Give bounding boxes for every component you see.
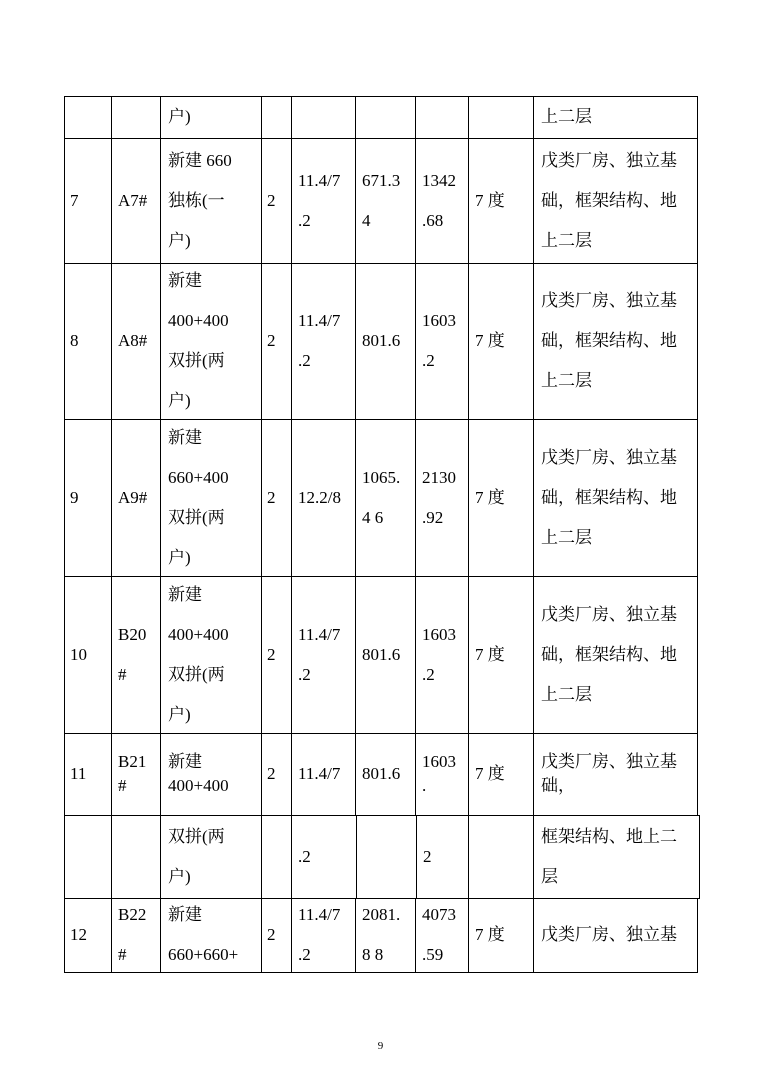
cell-text-line: 础， bbox=[541, 776, 575, 795]
cell-text-line: 12.2/8 bbox=[298, 487, 341, 507]
table-border bbox=[533, 263, 534, 420]
table-border bbox=[533, 733, 534, 816]
table-border bbox=[697, 733, 698, 816]
cell-building bbox=[118, 138, 160, 263]
table-border bbox=[111, 96, 112, 139]
table-border bbox=[64, 263, 65, 420]
cell-type bbox=[168, 898, 261, 972]
table-border bbox=[160, 419, 161, 577]
cell-text-line: 戊类厂房、独立基 bbox=[541, 604, 677, 624]
cell-text-line: 戊类厂房、独立基 bbox=[541, 291, 677, 310]
cell-no bbox=[70, 733, 111, 815]
cell-text: 7 bbox=[70, 190, 79, 210]
cell-text: 7 度 bbox=[475, 331, 505, 350]
cell-floors bbox=[267, 96, 291, 138]
table-border bbox=[468, 576, 469, 734]
cell-text-line: 户) bbox=[168, 866, 191, 886]
cell-text-line: 双拼(两 bbox=[168, 351, 225, 370]
table-border bbox=[261, 138, 262, 264]
table-border bbox=[355, 576, 356, 734]
cell-notes bbox=[541, 263, 697, 419]
table-border bbox=[64, 576, 65, 734]
cell-area2 bbox=[422, 898, 468, 972]
page-number: 9 bbox=[377, 1040, 384, 1052]
table-border bbox=[468, 733, 469, 816]
table-border bbox=[697, 576, 698, 734]
table-border bbox=[468, 898, 469, 973]
cell-text-line: 户) bbox=[168, 547, 191, 567]
cell-area2 bbox=[422, 96, 468, 138]
cell-text-line: 400+400 bbox=[168, 776, 229, 795]
cell-text-line: 框架结构、地上二 bbox=[541, 826, 677, 846]
cell-text-line: 400+400 bbox=[168, 311, 229, 330]
cell-text-line: # bbox=[118, 945, 127, 964]
cell-text-line: 础，框架结构、地 bbox=[541, 644, 677, 664]
cell-text-line: 戊类厂房、独立基 bbox=[541, 925, 677, 944]
table-border bbox=[533, 419, 534, 577]
cell-text-line: .2 bbox=[298, 351, 311, 370]
table-border bbox=[697, 419, 698, 577]
cell-type bbox=[168, 733, 261, 815]
table-border bbox=[160, 815, 161, 899]
cell-text-line: 1603 bbox=[422, 624, 456, 644]
table-border bbox=[468, 138, 469, 264]
cell-area1 bbox=[362, 576, 415, 733]
cell-text-line: 础，框架结构、地 bbox=[541, 190, 677, 210]
cell-area2 bbox=[423, 815, 468, 898]
table-border bbox=[160, 733, 161, 816]
cell-text-line: 400+400 bbox=[168, 624, 229, 644]
table-border bbox=[261, 419, 262, 577]
cell-building bbox=[118, 733, 160, 815]
cell-no bbox=[70, 898, 111, 972]
table-border bbox=[355, 263, 356, 420]
cell-seismic bbox=[475, 576, 533, 733]
cell-floors bbox=[267, 815, 291, 898]
table-border bbox=[291, 815, 292, 899]
cell-text-line: 4073 bbox=[422, 905, 456, 924]
cell-text: 2 bbox=[267, 487, 276, 507]
cell-area1 bbox=[363, 815, 416, 898]
cell-no bbox=[70, 419, 111, 576]
table-border bbox=[468, 815, 469, 899]
cell-type bbox=[168, 263, 261, 419]
cell-area2 bbox=[422, 419, 468, 576]
table-border bbox=[261, 263, 262, 420]
table-border bbox=[291, 263, 292, 420]
cell-text-line: 新建 bbox=[168, 752, 202, 771]
cell-text-line: 户) bbox=[168, 391, 191, 410]
table-border bbox=[533, 815, 534, 899]
cell-text-line: .68 bbox=[422, 210, 444, 230]
cell-text-line: 801.6 bbox=[362, 331, 401, 350]
cell-height bbox=[298, 576, 355, 733]
cell-text-line: 双拼(两 bbox=[168, 507, 225, 527]
table-border bbox=[64, 972, 698, 973]
cell-text-line: 独栋(一 bbox=[168, 190, 225, 210]
cell-text-line: 戊类厂房、独立基 bbox=[541, 150, 677, 170]
table-border bbox=[111, 263, 112, 420]
table-border bbox=[261, 898, 262, 973]
cell-seismic bbox=[475, 898, 533, 972]
cell-text-line: .2 bbox=[298, 210, 311, 230]
cell-floors bbox=[267, 576, 291, 733]
cell-text-line: 4 bbox=[362, 210, 371, 230]
cell-text-line: 新建 bbox=[168, 905, 202, 924]
cell-text-line: 新建 660 bbox=[168, 150, 232, 170]
table-border bbox=[261, 815, 262, 899]
cell-no bbox=[70, 96, 111, 138]
table-border bbox=[64, 138, 65, 264]
cell-type bbox=[168, 815, 261, 898]
cell-text-line: 11.4/7 bbox=[298, 764, 341, 783]
cell-text-line: 础，框架结构、地 bbox=[541, 331, 677, 350]
cell-height bbox=[298, 96, 355, 138]
cell-building bbox=[118, 419, 160, 576]
cell-text-line: # bbox=[118, 776, 127, 795]
cell-text-line: 户) bbox=[168, 107, 191, 126]
table-border bbox=[291, 576, 292, 734]
table-border bbox=[261, 96, 262, 139]
table-border bbox=[160, 263, 161, 420]
cell-text-line: 双拼(两 bbox=[168, 826, 225, 846]
cell-building bbox=[118, 576, 160, 733]
cell-text-line: 2081. bbox=[362, 905, 401, 924]
cell-seismic bbox=[475, 815, 533, 898]
table-border bbox=[697, 898, 698, 973]
table-border bbox=[697, 96, 698, 139]
table-border bbox=[355, 419, 356, 577]
cell-text-line: 上二层 bbox=[541, 684, 592, 704]
cell-height bbox=[298, 733, 355, 815]
table-border bbox=[356, 815, 357, 899]
cell-text-line: 11.4/7 bbox=[298, 170, 341, 190]
table-border bbox=[415, 733, 416, 816]
cell-text: 12 bbox=[70, 925, 87, 944]
table-border bbox=[697, 263, 698, 420]
cell-building bbox=[118, 815, 160, 898]
cell-text: 11 bbox=[70, 764, 87, 783]
cell-text: 2 bbox=[267, 644, 276, 664]
cell-text-line: 新建 bbox=[168, 427, 202, 447]
cell-text: 2 bbox=[267, 190, 276, 210]
cell-height bbox=[298, 138, 355, 263]
cell-floors bbox=[267, 263, 291, 419]
cell-text-line: B22 bbox=[118, 905, 147, 924]
cell-text-line: 1342 bbox=[422, 170, 456, 190]
cell-height bbox=[298, 263, 355, 419]
cell-floors bbox=[267, 898, 291, 972]
table-border bbox=[111, 419, 112, 577]
table-border bbox=[533, 138, 534, 264]
cell-notes bbox=[541, 138, 697, 263]
table-border bbox=[291, 898, 292, 973]
cell-area2 bbox=[422, 263, 468, 419]
cell-text-line: 础，框架结构、地 bbox=[541, 487, 677, 507]
cell-text-line: # bbox=[118, 664, 127, 684]
cell-text-line: 新建 bbox=[168, 584, 202, 604]
table-border bbox=[64, 733, 65, 816]
cell-text-line: 户) bbox=[168, 704, 191, 724]
cell-floors bbox=[267, 419, 291, 576]
cell-text-line: 2 bbox=[423, 846, 432, 866]
table-border bbox=[261, 576, 262, 734]
cell-text-line: 新建 bbox=[168, 271, 202, 290]
cell-no bbox=[70, 576, 111, 733]
cell-text: 7 度 bbox=[475, 190, 505, 210]
table-border bbox=[160, 96, 161, 139]
table-border bbox=[160, 898, 161, 973]
table-border bbox=[111, 138, 112, 264]
cell-text-line: A9# bbox=[118, 487, 148, 507]
cell-text-line: 上二层 bbox=[541, 527, 592, 547]
table-border bbox=[699, 815, 700, 899]
cell-text-line: 戊类厂房、独立基 bbox=[541, 447, 677, 467]
cell-text: 7 度 bbox=[475, 487, 505, 507]
cell-building bbox=[118, 898, 160, 972]
cell-text-line: 2130 bbox=[422, 467, 456, 487]
cell-text-line: 1065. bbox=[362, 467, 401, 487]
table-border bbox=[533, 96, 534, 139]
cell-text-line: 双拼(两 bbox=[168, 664, 225, 684]
cell-text-line: .2 bbox=[422, 664, 435, 684]
cell-text-line: 11.4/7 bbox=[298, 624, 341, 644]
cell-text-line: 1603 bbox=[422, 311, 456, 330]
cell-area1 bbox=[362, 138, 415, 263]
cell-text: 2 bbox=[267, 764, 276, 783]
cell-text-line: 1603 bbox=[422, 752, 456, 771]
cell-text-line: 8 8 bbox=[362, 945, 384, 964]
cell-type bbox=[168, 138, 261, 263]
table-border bbox=[415, 138, 416, 264]
cell-height bbox=[298, 419, 355, 576]
cell-floors bbox=[267, 138, 291, 263]
table-border bbox=[64, 815, 65, 899]
cell-text-line: A8# bbox=[118, 331, 148, 350]
table-border bbox=[415, 419, 416, 577]
cell-notes bbox=[541, 576, 697, 733]
table-border bbox=[533, 898, 534, 973]
table-border bbox=[291, 733, 292, 816]
table-border bbox=[468, 263, 469, 420]
table-border bbox=[64, 419, 65, 577]
cell-text-line: 上二层 bbox=[541, 230, 592, 250]
cell-text: 7 度 bbox=[475, 644, 505, 664]
cell-text-line: .2 bbox=[298, 945, 311, 964]
table-border bbox=[111, 576, 112, 734]
cell-text-line: .2 bbox=[298, 664, 311, 684]
cell-text-line: 660+400 bbox=[168, 467, 229, 487]
table-border bbox=[291, 138, 292, 264]
table-border bbox=[355, 96, 356, 139]
cell-building bbox=[118, 263, 160, 419]
table-border bbox=[355, 733, 356, 816]
cell-area2 bbox=[422, 576, 468, 733]
cell-type bbox=[168, 419, 261, 576]
cell-text-line: .2 bbox=[422, 351, 435, 370]
cell-notes bbox=[541, 733, 697, 815]
cell-text-line: 671.3 bbox=[362, 170, 401, 190]
cell-text-line: .92 bbox=[422, 507, 444, 527]
table-border bbox=[415, 576, 416, 734]
cell-text-line: A7# bbox=[118, 190, 148, 210]
cell-text: 9 bbox=[70, 487, 79, 507]
table-border bbox=[355, 138, 356, 264]
cell-text: 10 bbox=[70, 644, 87, 664]
table-border bbox=[355, 898, 356, 973]
cell-text-line: 11.4/7 bbox=[298, 905, 341, 924]
table-border bbox=[291, 96, 292, 139]
cell-text-line: B21 bbox=[118, 752, 147, 771]
table-border bbox=[111, 898, 112, 973]
table-border bbox=[415, 263, 416, 420]
cell-text-line: 上二层 bbox=[541, 371, 592, 390]
table-border bbox=[160, 138, 161, 264]
cell-text: 7 度 bbox=[475, 925, 505, 944]
cell-text-line: 4 6 bbox=[362, 507, 384, 527]
cell-no bbox=[70, 815, 111, 898]
table-border bbox=[291, 419, 292, 577]
cell-notes bbox=[541, 419, 697, 576]
cell-text-line: .59 bbox=[422, 945, 444, 964]
cell-text-line: . bbox=[422, 776, 427, 795]
cell-building bbox=[118, 96, 160, 138]
cell-notes bbox=[541, 815, 699, 898]
table-border bbox=[261, 733, 262, 816]
cell-area1 bbox=[362, 96, 415, 138]
cell-area2 bbox=[422, 733, 468, 815]
cell-height bbox=[298, 898, 355, 972]
cell-seismic bbox=[475, 419, 533, 576]
cell-text-line: 11.4/7 bbox=[298, 311, 341, 330]
cell-type bbox=[168, 576, 261, 733]
cell-area1 bbox=[362, 419, 415, 576]
cell-text-line: 戊类厂房、独立基 bbox=[541, 752, 677, 771]
cell-text-line: 上二层 bbox=[541, 107, 592, 126]
cell-text-line: .2 bbox=[298, 846, 311, 866]
cell-notes bbox=[541, 96, 697, 138]
table-border bbox=[64, 96, 65, 139]
cell-text-line: 801.6 bbox=[362, 764, 401, 783]
cell-text-line: 660+660+ bbox=[168, 945, 239, 964]
cell-no bbox=[70, 263, 111, 419]
cell-height bbox=[298, 815, 356, 898]
cell-seismic bbox=[475, 138, 533, 263]
table-border bbox=[160, 576, 161, 734]
table-border bbox=[468, 96, 469, 139]
cell-area1 bbox=[362, 733, 415, 815]
cell-seismic bbox=[475, 263, 533, 419]
cell-text: 2 bbox=[267, 925, 276, 944]
cell-seismic bbox=[475, 96, 533, 138]
cell-area2 bbox=[422, 138, 468, 263]
cell-text-line: 801.6 bbox=[362, 644, 401, 664]
table-border bbox=[111, 733, 112, 816]
table-border bbox=[415, 898, 416, 973]
cell-text-line: B20 bbox=[118, 624, 147, 644]
table-border bbox=[533, 576, 534, 734]
cell-area1 bbox=[362, 898, 415, 972]
cell-seismic bbox=[475, 733, 533, 815]
table-border bbox=[64, 898, 65, 973]
table-border bbox=[415, 96, 416, 139]
cell-text: 7 度 bbox=[475, 764, 505, 783]
table-border bbox=[111, 815, 112, 899]
cell-notes bbox=[541, 898, 697, 972]
table-border bbox=[416, 815, 417, 899]
cell-text: 8 bbox=[70, 331, 79, 350]
table-border bbox=[697, 138, 698, 264]
cell-no bbox=[70, 138, 111, 263]
cell-floors bbox=[267, 733, 291, 815]
cell-text: 2 bbox=[267, 331, 276, 350]
cell-area1 bbox=[362, 263, 415, 419]
cell-text-line: 层 bbox=[541, 866, 558, 886]
cell-text-line: 户) bbox=[168, 230, 191, 250]
cell-type bbox=[168, 96, 261, 138]
table-border bbox=[468, 419, 469, 577]
